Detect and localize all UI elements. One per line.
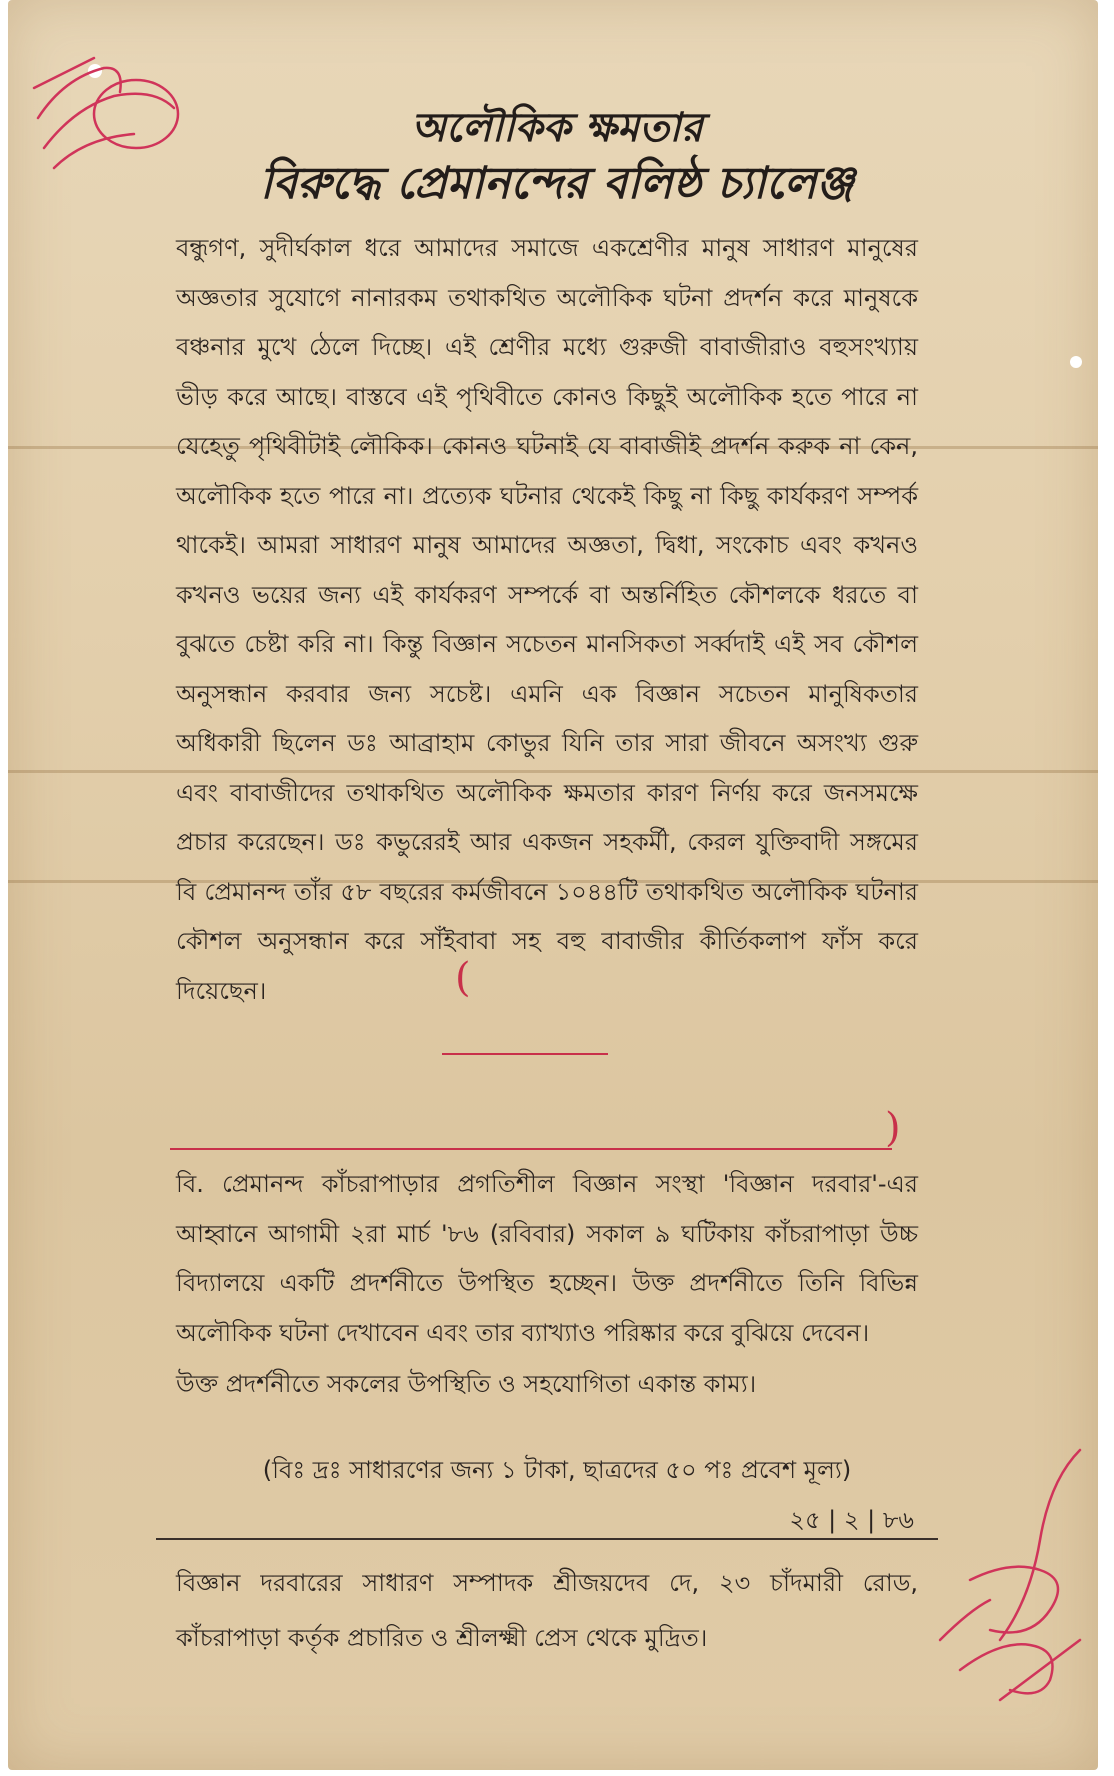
red-underline-line [170, 1148, 892, 1150]
red-bracket-open: ( [455, 955, 471, 1001]
entry-fee-note: (বিঃ দ্রঃ সাধারণের জন্য ১ টাকা, ছাত্রদের ৫০ পঃ প্রবেশ মূল্য) [262, 1456, 852, 1484]
body-paragraph-1: বন্ধুগণ, সুদীর্ঘকাল ধরে আমাদের সমাজে একশ্রেণীর মানুষ সাধারণ মানুষের অজ্ঞতার সুযোগে নানারকম তথাকথিত অলৌকিক ঘটনা প্রদর্শন করে মানুষকে বঞ্চনার মুখে ঠেলে দিচ্ছে। এই শ্রেণীর মধ্যে গুরুজী বাবাজীরাও বহুসংখ্যায় ভীড় করে আছে। বাস্তবে এই পৃথিবীতে কোনও কিছুই অলৌকিক হতে পারে না যেহেতু পৃথিবীটাই লৌকিক। কোনও ঘটনাই যে বাবাজীই প্রদর্শন করুক না কেন, অলৌকিক হতে পারে না। প্রত্যেক ঘটনার থেকেই কিছু না কিছু কার্যকরণ সম্পর্ক থাকেই। আমরা সাধারণ মানুষ আমাদের অজ্ঞতা, দ্বিধা, সংকোচ এবং কখনও কখনও ভয়ের জন্য এই কার্যকরণ সম্পর্কে বা অন্তর্নিহিত কৌশলকে ধরতে বা বুঝতে চেষ্টা করি না। কিন্তু বিজ্ঞান সচেতন মানসিকতা সর্ব্বদাই এই সব কৌশল অনুসন্ধান করবার জন্য সচেষ্ট। এমনি এক বিজ্ঞান সচেতন মানুষিকতার অধিকারী ছিলেন ডঃ আব্রাহাম কোভুর যিনি তার সারা জীবনে অসংখ্য গুরু এবং বাবাজীদের তথাকথিত অলৌকিক ক্ষমতার কারণ নির্ণয় করে জনসমক্ষে প্রচার করেছেন। ডঃ কভুরেরই আর একজন সহকর্মী, কেরল যুক্তিবাদী সঙ্গমের বি প্রেমানন্দ তাঁর ৫৮ বছরের কর্মজীবনে ১০৪৪টি তথাকথিত অলৌকিক ঘটনার কৌশল অনুসন্ধান করে সাঁইবাবা সহ বহু বাবাজীর কীর্তিকলাপ ফাঁস করে দিয়েছেন। [176, 234, 918, 1005]
date-line: ২৫ | ২ | ৮৬ [789, 1506, 914, 1534]
body-paragraph-2: বি. প্রেমানন্দ কাঁচরাপাড়ার প্রগতিশীল বিজ্ঞান সংস্থা 'বিজ্ঞান দরবার'-এর আহ্বানে আগামী ২রা মার্চ '৮৬ (রবিবার) সকাল ৯ ঘটিকায় কাঁচরাপাড়া উচ্চ বিদ্যালয়ে একটি প্রদর্শনীতে উপস্থিত হচ্ছেন। উক্ত প্রদর্শনীতে তিনি বিভিন্ন অলৌকিক ঘটনা দেখাবেন এবং তার ব্যাখ্যাও পরিষ্কার করে বুঝিয়ে দেবেন। [176, 1170, 918, 1347]
divider-rule [156, 1538, 938, 1540]
headline-line-2: বিরুদ্ধে প্রেমানন্দের বলিষ্ঠ চ্যালেঞ্জ [260, 158, 854, 209]
publisher-footer: বিজ্ঞান দরবারের সাধারণ সম্পাদক শ্রীজয়দেব দে, ২৩ চাঁদমারী রোড, কাঁচরাপাড়া কর্তৃক প্রচারিত ও শ্রীলক্ষ্মী প্রেস থেকে মুদ্রিত। [176, 1569, 918, 1652]
red-bracket-close: ) [885, 1105, 901, 1151]
body-paragraph-3: উক্ত প্রদর্শনীতে সকলের উপস্থিতি ও সহযোগিতা একান্ত কাম্য। [176, 1370, 757, 1398]
red-underline-name [442, 1053, 608, 1055]
handwritten-signature [930, 1440, 1100, 1710]
paper-hole [1070, 356, 1082, 368]
headline-line-1: অলৌকিক ক্ষমতার [411, 104, 703, 151]
